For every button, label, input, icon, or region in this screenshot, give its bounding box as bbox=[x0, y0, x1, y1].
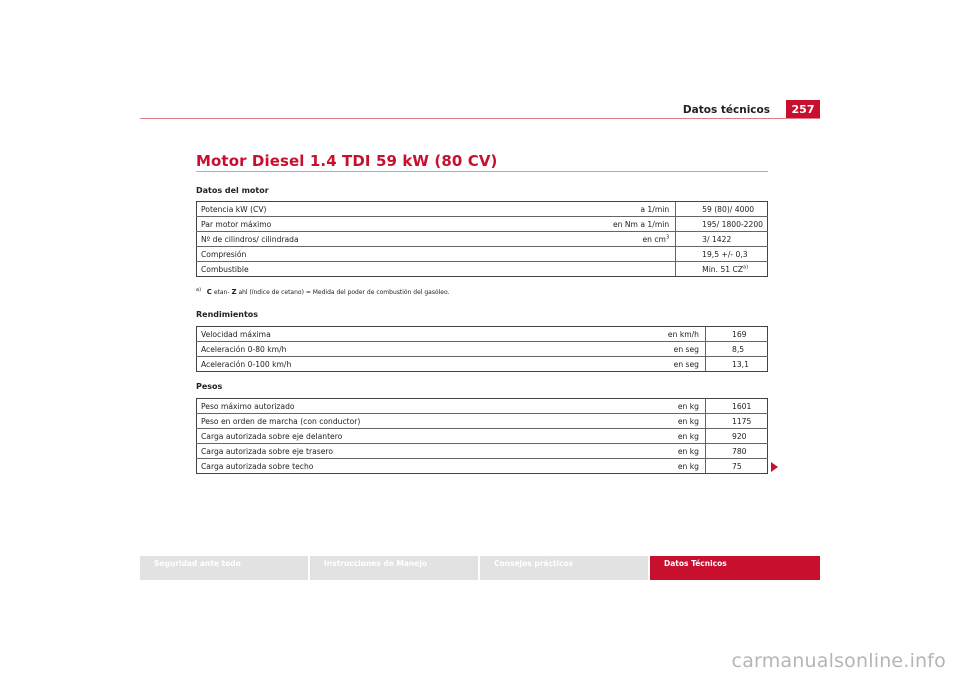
performance-section-heading: Rendimientos bbox=[196, 310, 259, 319]
row-value: 1175 bbox=[706, 414, 768, 429]
row-value: 8,5 bbox=[706, 342, 768, 357]
row-label: Nº de cilindros/ cilindrada bbox=[197, 232, 469, 247]
row-unit: en Nm a 1/min bbox=[469, 217, 676, 232]
row-value: 195/ 1800-2200 bbox=[676, 217, 768, 232]
row-unit bbox=[469, 262, 676, 277]
header-rule bbox=[140, 118, 820, 119]
page-header-title: Datos técnicos bbox=[682, 104, 770, 116]
row-label: Aceleración 0-80 km/h bbox=[197, 342, 486, 357]
table-row bbox=[197, 327, 768, 342]
footnote-marker: a) bbox=[196, 287, 202, 293]
weights-spec-table bbox=[196, 398, 768, 474]
row-unit: en kg bbox=[485, 444, 706, 459]
row-label: Compresión bbox=[197, 247, 469, 262]
footer-tab-instrucciones[interactable]: Instrucciones de Manejo bbox=[310, 556, 478, 580]
row-value: 1601 bbox=[706, 399, 768, 414]
row-unit: en seg bbox=[485, 342, 706, 357]
footnote-z-rest: ahl (índice de cetano) = Medida del poder de combustión del gasóleo. bbox=[238, 289, 450, 296]
row-unit bbox=[469, 247, 676, 262]
row-value: 19,5 +/- 0,3 bbox=[676, 247, 768, 262]
row-label: Peso máximo autorizado bbox=[197, 399, 486, 414]
table-row bbox=[197, 342, 768, 357]
unit-text: en cm bbox=[642, 234, 666, 244]
row-value: 75 bbox=[706, 459, 768, 474]
footnote bbox=[196, 288, 449, 296]
row-value: 780 bbox=[706, 444, 768, 459]
row-value bbox=[676, 262, 768, 277]
table-row bbox=[197, 399, 768, 414]
footnote-ref: a) bbox=[743, 263, 749, 270]
engine-section-heading: Datos del motor bbox=[196, 186, 269, 195]
table-row bbox=[197, 459, 768, 474]
table-row bbox=[197, 232, 768, 247]
table-row bbox=[197, 414, 768, 429]
row-value: 169 bbox=[706, 327, 768, 342]
row-unit: en seg bbox=[485, 357, 706, 372]
table-row bbox=[197, 262, 768, 277]
row-label: Velocidad máxima bbox=[197, 327, 486, 342]
row-label: Aceleración 0-100 km/h bbox=[197, 357, 486, 372]
row-unit: a 1/min bbox=[469, 202, 676, 217]
footnote-c-letter: C bbox=[206, 288, 212, 296]
footer-tab-datos-tecnicos[interactable]: Datos Técnicos bbox=[650, 556, 820, 580]
watermark: carmanualsonline.info bbox=[731, 650, 946, 672]
footer-tab-seguridad[interactable]: Seguridad ante todo bbox=[140, 556, 308, 580]
footer-tab-consejos[interactable]: Consejos prácticos bbox=[480, 556, 648, 580]
row-value: 13,1 bbox=[706, 357, 768, 372]
title-rule bbox=[196, 171, 768, 172]
row-label: Combustible bbox=[197, 262, 469, 277]
row-value: 3/ 1422 bbox=[676, 232, 768, 247]
row-unit: en km/h bbox=[485, 327, 706, 342]
footnote-c-rest: etan- bbox=[213, 289, 230, 296]
row-value: 920 bbox=[706, 429, 768, 444]
footnote-z-letter: Z bbox=[231, 288, 237, 296]
weights-section-heading: Pesos bbox=[196, 382, 223, 391]
row-unit bbox=[469, 232, 676, 247]
engine-spec-table bbox=[196, 201, 768, 277]
row-unit: en kg bbox=[485, 399, 706, 414]
row-unit: en kg bbox=[485, 414, 706, 429]
row-label: Potencia kW (CV) bbox=[197, 202, 469, 217]
row-value: 59 (80)/ 4000 bbox=[676, 202, 768, 217]
row-label: Carga autorizada sobre eje delantero bbox=[197, 429, 486, 444]
page-number-badge: 257 bbox=[786, 100, 820, 118]
unit-superscript: 3 bbox=[665, 233, 670, 240]
table-row bbox=[197, 429, 768, 444]
value-text: Min. 51 CZ bbox=[702, 264, 744, 274]
row-label: Carga autorizada sobre eje trasero bbox=[197, 444, 486, 459]
table-row bbox=[197, 202, 768, 217]
row-label: Par motor máximo bbox=[197, 217, 469, 232]
table-row bbox=[197, 444, 768, 459]
page-title: Motor Diesel 1.4 TDI 59 kW (80 CV) bbox=[196, 152, 498, 170]
row-label: Peso en orden de marcha (con conductor) bbox=[197, 414, 486, 429]
table-row bbox=[197, 357, 768, 372]
performance-spec-table bbox=[196, 326, 768, 372]
row-label: Carga autorizada sobre techo bbox=[197, 459, 486, 474]
next-page-arrow-icon[interactable] bbox=[771, 462, 778, 472]
table-row bbox=[197, 247, 768, 262]
row-unit: en kg bbox=[485, 429, 706, 444]
row-unit: en kg bbox=[485, 459, 706, 474]
table-row bbox=[197, 217, 768, 232]
